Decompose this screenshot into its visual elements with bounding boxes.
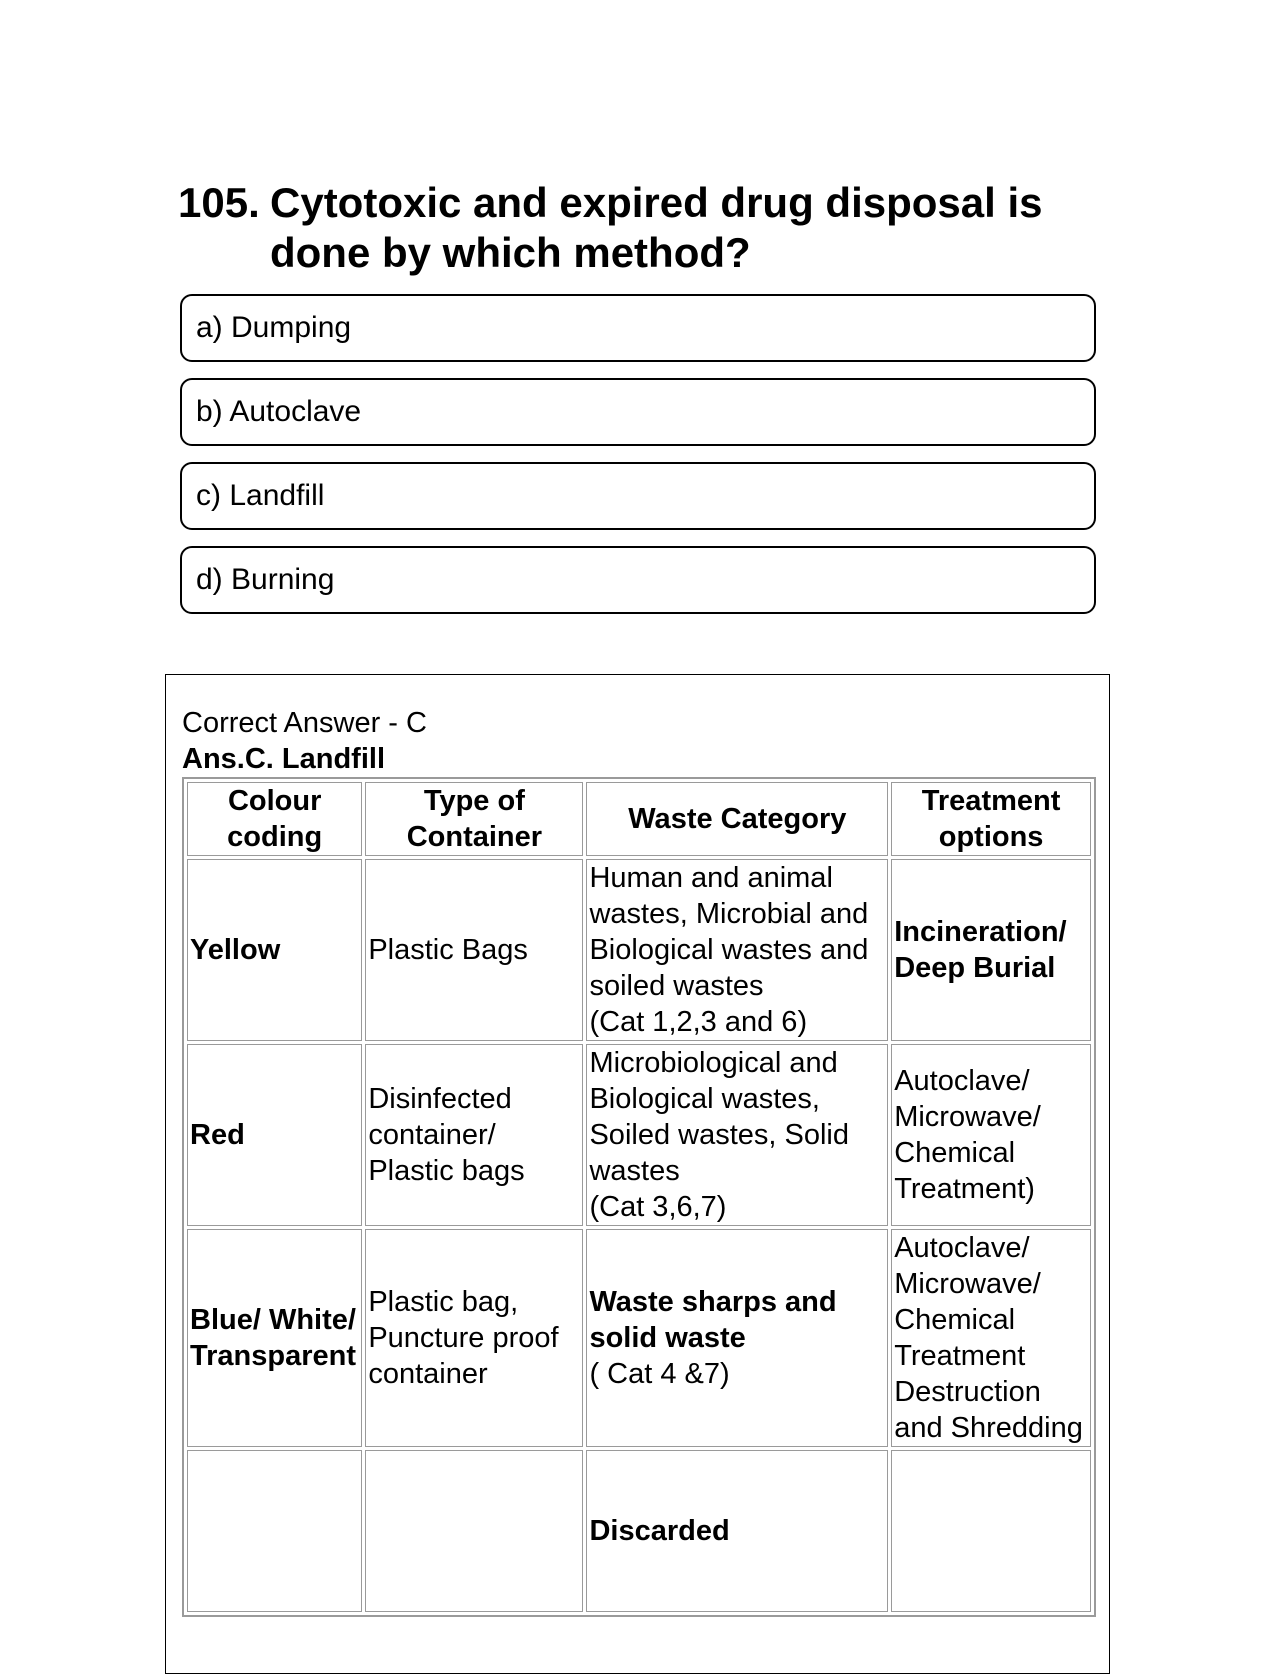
cell-treatment bbox=[891, 1450, 1091, 1612]
header-type-of-container: Type of Container bbox=[365, 782, 583, 856]
cell-container bbox=[365, 1450, 583, 1612]
option-d[interactable]: d) Burning bbox=[180, 546, 1096, 614]
category-cat: ( Cat 4 &7) bbox=[589, 1358, 730, 1390]
cell-treatment: Autoclave/ Microwave/ Chemical Treatment Destruction and Shredding bbox=[891, 1229, 1091, 1447]
category-text: Human and animal wastes, Microbial and Biological wastes and soiled wastes bbox=[589, 862, 869, 1002]
answer-options bbox=[180, 294, 1096, 630]
table-row bbox=[187, 859, 1091, 1041]
category-cat: (Cat 1,2,3 and 6) bbox=[589, 1006, 808, 1038]
category-text: Microbiological and Biological wastes, Soiled wastes, Solid wastes bbox=[589, 1047, 849, 1187]
cell-colour bbox=[187, 1450, 362, 1612]
table-row bbox=[187, 1044, 1091, 1226]
table-header-row bbox=[187, 782, 1091, 856]
question-heading bbox=[178, 178, 1098, 278]
cell-container: Plastic bag, Puncture proof container bbox=[365, 1229, 583, 1447]
cell-category bbox=[586, 1044, 888, 1226]
header-waste-category: Waste Category bbox=[586, 782, 888, 856]
header-colour-coding: Colour coding bbox=[187, 782, 362, 856]
cell-treatment: Incineration/ Deep Burial bbox=[891, 859, 1091, 1041]
question-text: Cytotoxic and expired drug disposal is done by which method? bbox=[270, 179, 1043, 276]
cell-colour: Red bbox=[187, 1044, 362, 1226]
category-cat: (Cat 3,6,7) bbox=[589, 1191, 727, 1223]
question-number: 105. bbox=[178, 179, 260, 226]
cell-category: Discarded bbox=[586, 1450, 888, 1612]
cell-colour: Yellow bbox=[187, 859, 362, 1041]
cell-container: Disinfected container/ Plastic bags bbox=[365, 1044, 583, 1226]
cell-container: Plastic Bags bbox=[365, 859, 583, 1041]
cell-treatment: Autoclave/ Microwave/ Chemical Treatment) bbox=[891, 1044, 1091, 1226]
cell-colour: Blue/ White/ Transparent bbox=[187, 1229, 362, 1447]
answer-explanation-box bbox=[165, 674, 1110, 1674]
option-c[interactable]: c) Landfill bbox=[180, 462, 1096, 530]
header-treatment-options: Treatment options bbox=[891, 782, 1091, 856]
answer-title: Ans.C. Landfill bbox=[182, 743, 385, 775]
correct-answer: Correct Answer - C bbox=[182, 707, 427, 739]
cell-category bbox=[586, 859, 888, 1041]
cell-category bbox=[586, 1229, 888, 1447]
category-text: Waste sharps and solid waste bbox=[589, 1286, 837, 1354]
option-a[interactable]: a) Dumping bbox=[180, 294, 1096, 362]
option-b[interactable]: b) Autoclave bbox=[180, 378, 1096, 446]
waste-table bbox=[182, 777, 1096, 1617]
table-row bbox=[187, 1229, 1091, 1447]
table-row bbox=[187, 1450, 1091, 1612]
